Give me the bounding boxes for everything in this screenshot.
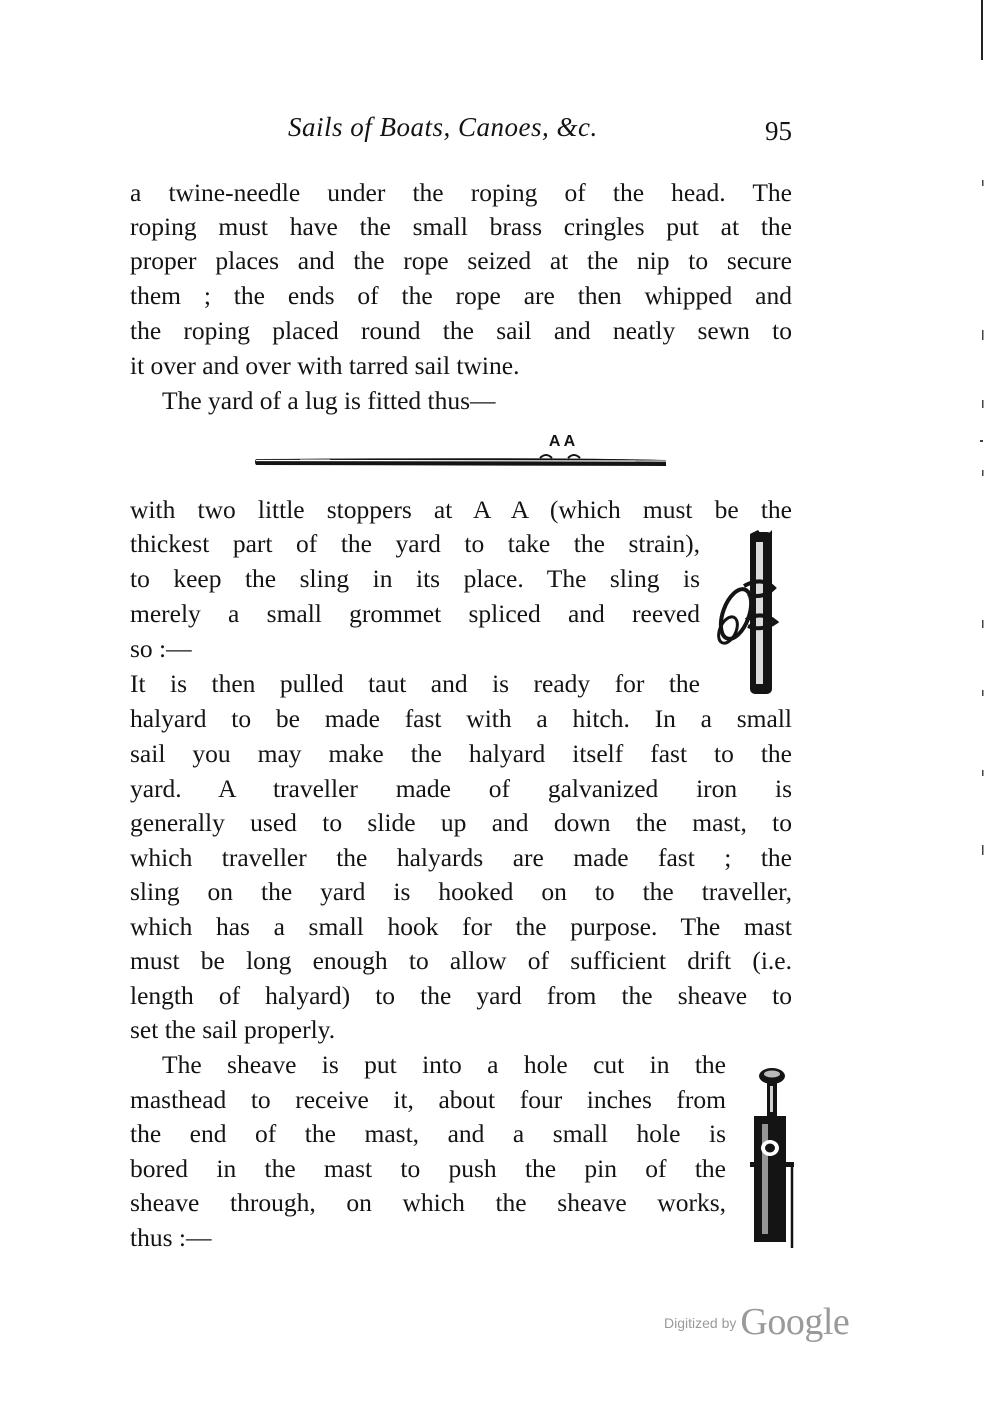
sheave-figure <box>748 1062 800 1252</box>
text-line: It is then pulled taut and is ready for the <box>130 669 700 698</box>
text-line: so :— <box>130 634 192 663</box>
sling-figure <box>706 528 786 698</box>
running-header <box>130 112 792 152</box>
text-line: yard. A traveller made of galvanized iron is <box>130 774 792 803</box>
watermark-prefix: Digitized by <box>664 1315 737 1331</box>
text-line: which traveller the halyards are made fast ; the <box>130 843 792 872</box>
text-line: The yard of a lug is fitted thus— <box>162 386 496 415</box>
text-line: length of halyard) to the yard from the sheave to <box>130 981 792 1010</box>
watermark-brand-logo: Google <box>740 1301 850 1343</box>
digitized-watermark <box>664 1300 849 1350</box>
text-line: merely a small grommet spliced and reeved <box>130 599 700 628</box>
text-line: proper places and the rope seized at the nip to secure <box>130 246 792 275</box>
text-line: masthead to receive it, about four inches from <box>130 1085 726 1114</box>
text-line: The sheave is put into a hole cut in the <box>162 1050 726 1079</box>
text-line: halyard to be made fast with a hitch. In a small <box>130 704 792 733</box>
text-line: roping must have the small brass cringles put at the <box>130 212 792 241</box>
text-line: generally used to slide up and down the mast, to <box>130 808 792 837</box>
page-number: 95 <box>765 116 792 146</box>
text-line: it over and over with tarred sail twine. <box>130 351 520 380</box>
text-line: must be long enough to allow of sufficient drift (i.e. <box>130 946 792 975</box>
running-title: Sails of Boats, Canoes, &c. <box>288 112 598 142</box>
text-line: sheave through, on which the sheave works, <box>130 1188 726 1217</box>
text-line: a twine-needle under the roping of the head. The <box>130 178 792 207</box>
text-line: sail you may make the halyard itself fast to the <box>130 739 792 768</box>
text-line: thus :— <box>130 1223 212 1252</box>
text-line: with two little stoppers at A A (which must be the <box>130 495 792 524</box>
text-line: thickest part of the yard to take the strain), <box>130 529 700 558</box>
text-line: the roping placed round the sail and neatly sewn to <box>130 316 792 345</box>
text-line: bored in the mast to push the pin of the <box>130 1154 726 1183</box>
yard-label: A A <box>548 433 576 450</box>
text-line: which has a small hook for the purpose. The mast <box>130 912 792 941</box>
text-line: sling on the yard is hooked on to the traveller, <box>130 877 792 906</box>
text-line: them ; the ends of the rope are then whipped and <box>130 281 792 310</box>
text-line: set the sail properly. <box>130 1015 336 1044</box>
yard-figure <box>250 426 670 476</box>
text-line: to keep the sling in its place. The sling is <box>130 564 700 593</box>
text-line: the end of the mast, and a small hole is <box>130 1119 726 1148</box>
page-edge-marks <box>974 0 988 1413</box>
